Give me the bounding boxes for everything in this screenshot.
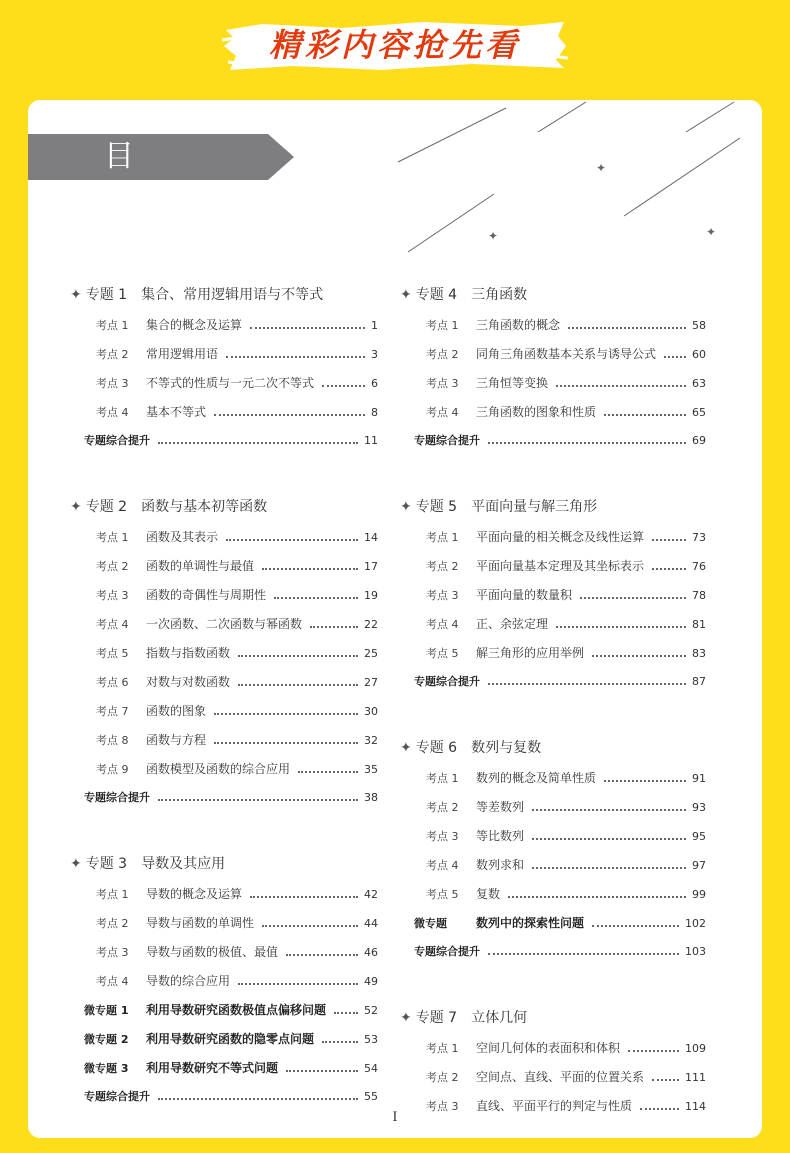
entry-title: 专题综合提升 [84, 434, 150, 447]
page-number: 8 [371, 406, 378, 419]
entry-label: 考点 3 [426, 830, 459, 843]
entry-label: 考点 6 [96, 676, 129, 689]
toc-entry[interactable] [426, 316, 706, 333]
entry-label: 考点 2 [426, 801, 459, 814]
entry-label: 考点 5 [426, 647, 459, 660]
section-title: 平面向量与解三角形 [471, 499, 598, 515]
dot-leader [298, 771, 358, 773]
toc-entry[interactable] [96, 403, 378, 420]
toc-entry[interactable] [426, 1039, 706, 1056]
entry-label: 考点 7 [96, 705, 129, 718]
toc-entry[interactable] [426, 885, 706, 902]
summary-entry[interactable] [414, 943, 706, 959]
toc-entry[interactable] [426, 827, 706, 844]
section-heading[interactable] [400, 496, 597, 516]
dot-leader [238, 983, 358, 985]
section-title: 导数及其应用 [141, 856, 226, 872]
dot-leader [488, 683, 686, 685]
entry-label: 考点 2 [426, 560, 459, 573]
dot-leader [322, 1041, 358, 1043]
dot-leader [488, 442, 686, 444]
section-heading[interactable] [70, 853, 225, 873]
sparkle-icon: ✦ [596, 161, 607, 175]
page-number: 3 [371, 348, 378, 361]
page-number: 69 [692, 434, 706, 447]
summary-entry[interactable] [84, 432, 378, 448]
section-label: 专题 7 [415, 1010, 458, 1026]
toc-entry[interactable] [426, 615, 706, 632]
dot-leader [286, 1070, 358, 1072]
entry-label: 考点 2 [426, 348, 459, 361]
entry-title: 利用导数研究函数的隐零点问题 [146, 1032, 315, 1046]
entry-label: 考点 2 [426, 1071, 459, 1084]
toc-entry[interactable] [426, 1068, 706, 1085]
section-label: 专题 4 [415, 287, 458, 303]
banner-title: 精彩内容抢先看 [268, 26, 521, 64]
section-heading[interactable] [70, 496, 267, 516]
toc-entry[interactable] [96, 557, 378, 574]
entry-title: 专题综合提升 [414, 434, 480, 447]
dot-leader [592, 655, 686, 657]
section-label: 专题 5 [415, 499, 458, 515]
entry-title: 三角恒等变换 [476, 376, 549, 390]
page-number: 109 [685, 1042, 706, 1055]
page-number: 87 [692, 675, 706, 688]
page-number: 46 [364, 946, 378, 959]
toc-entry[interactable] [426, 528, 706, 545]
page-number: 30 [364, 705, 378, 718]
dot-leader [488, 953, 679, 955]
entry-label: 考点 1 [96, 531, 129, 544]
entry-label: 考点 4 [96, 975, 129, 988]
page-number: 19 [364, 589, 378, 602]
entry-title: 函数与方程 [146, 733, 207, 747]
dot-leader [238, 684, 358, 686]
section-title: 数列与复数 [471, 740, 542, 756]
entry-label: 考点 1 [426, 1042, 459, 1055]
dot-leader [214, 414, 365, 416]
plus-icon: ✦ [70, 287, 82, 303]
entry-label: 考点 1 [426, 772, 459, 785]
toc-entry[interactable] [426, 374, 706, 391]
entry-label: 考点 3 [426, 589, 459, 602]
page-number: 58 [692, 319, 706, 332]
toc-entry[interactable] [426, 403, 706, 420]
page-number: 53 [364, 1033, 378, 1046]
toc-entry[interactable] [96, 885, 378, 902]
entry-label: 考点 9 [96, 763, 129, 776]
toc-entry[interactable] [96, 316, 378, 333]
entry-title: 数列的概念及简单性质 [476, 771, 597, 785]
dot-leader [568, 327, 686, 329]
sparkle-icon: ✦ [706, 225, 717, 239]
entry-title: 集合的概念及运算 [146, 318, 243, 332]
page-number: 49 [364, 975, 378, 988]
toc-entry[interactable] [96, 644, 378, 661]
dot-leader [158, 442, 358, 444]
dot-leader [532, 838, 686, 840]
dot-leader [274, 597, 358, 599]
dot-leader [532, 809, 686, 811]
entry-title: 平面向量的相关概念及线性运算 [476, 530, 645, 544]
entry-label: 考点 4 [426, 618, 459, 631]
entry-title: 等差数列 [476, 800, 525, 814]
dot-leader [250, 327, 365, 329]
entry-label: 考点 2 [96, 560, 129, 573]
entry-title: 复数 [476, 887, 501, 901]
plus-icon: ✦ [400, 287, 412, 303]
page-number: 52 [364, 1004, 378, 1017]
entry-title: 利用导数研究函数极值点偏移问题 [146, 1003, 327, 1017]
dot-leader [652, 539, 686, 541]
entry-title: 平面向量的数量积 [476, 588, 573, 602]
dot-leader [262, 925, 358, 927]
page-number: 103 [685, 945, 706, 958]
toc-entry[interactable] [426, 586, 706, 603]
toc-entry[interactable] [96, 673, 378, 690]
dot-leader [604, 780, 686, 782]
page-number: 54 [364, 1062, 378, 1075]
toc-entry[interactable] [96, 615, 378, 632]
entry-title: 专题综合提升 [84, 1090, 150, 1103]
section-heading[interactable] [400, 1007, 527, 1027]
entry-title: 函数模型及函数的综合应用 [146, 762, 291, 776]
entry-label: 考点 1 [96, 888, 129, 901]
entry-title: 专题综合提升 [414, 675, 480, 688]
page-number: 14 [364, 531, 378, 544]
page-number: 81 [692, 618, 706, 631]
entry-title: 数列中的探索性问题 [476, 916, 585, 930]
entry-title: 基本不等式 [146, 405, 207, 419]
entry-label: 考点 3 [426, 1100, 459, 1113]
dot-leader [226, 356, 365, 358]
entry-title: 直线、平面平行的判定与性质 [476, 1099, 633, 1113]
page-number: 78 [692, 589, 706, 602]
entry-title: 导数与函数的极值、最值 [146, 945, 279, 959]
page-number: 17 [364, 560, 378, 573]
entry-label: 考点 3 [426, 377, 459, 390]
page-number: 60 [692, 348, 706, 361]
dot-leader [262, 568, 358, 570]
entry-title: 指数与指数函数 [146, 646, 231, 660]
entry-title: 函数及其表示 [146, 530, 219, 544]
micro-topic-entry[interactable] [414, 914, 706, 931]
plus-icon: ✦ [400, 1010, 412, 1026]
page-number: 63 [692, 377, 706, 390]
micro-topic-entry[interactable] [84, 1059, 378, 1076]
entry-label: 考点 4 [96, 406, 129, 419]
dot-leader [580, 597, 686, 599]
dot-leader [310, 626, 358, 628]
entry-title: 解三角形的应用举例 [476, 646, 585, 660]
dot-leader [334, 1012, 358, 1014]
entry-label: 考点 4 [426, 406, 459, 419]
summary-entry[interactable] [84, 789, 378, 805]
entry-label: 考点 8 [96, 734, 129, 747]
entry-title: 函数的图象 [146, 704, 207, 718]
toc-entry[interactable] [426, 345, 706, 362]
page-number: 99 [692, 888, 706, 901]
entry-title: 不等式的性质与一元二次不等式 [146, 376, 315, 390]
toc-entry[interactable] [426, 798, 706, 815]
page-number: 97 [692, 859, 706, 872]
entry-label: 考点 5 [96, 647, 129, 660]
dot-leader [286, 954, 358, 956]
entry-title: 平面向量基本定理及其坐标表示 [476, 559, 645, 573]
section-label: 专题 1 [85, 287, 128, 303]
toc-card [28, 100, 762, 1138]
page-number: 22 [364, 618, 378, 631]
page-number: 1 [371, 319, 378, 332]
toc-entry[interactable] [426, 557, 706, 574]
section-title: 三角函数 [471, 287, 528, 303]
toc-entry[interactable] [96, 914, 378, 931]
dot-leader [664, 356, 686, 358]
section-heading[interactable] [70, 284, 323, 304]
dot-leader [158, 799, 358, 801]
toc-entry[interactable] [96, 943, 378, 960]
plus-icon: ✦ [400, 740, 412, 756]
section-title: 立体几何 [471, 1010, 528, 1026]
dot-leader [226, 539, 358, 541]
micro-topic-entry[interactable] [84, 1001, 378, 1018]
toc-entry[interactable] [96, 731, 378, 748]
entry-label: 考点 1 [426, 319, 459, 332]
page-number: 102 [685, 917, 706, 930]
section-title: 函数与基本初等函数 [141, 499, 268, 515]
page-number: 6 [371, 377, 378, 390]
page-number: 76 [692, 560, 706, 573]
dot-leader [238, 655, 358, 657]
plus-icon: ✦ [70, 499, 82, 515]
toc-entry[interactable] [426, 856, 706, 873]
section-label: 专题 3 [85, 856, 128, 872]
entry-title: 专题综合提升 [414, 945, 480, 958]
entry-label: 微专题 3 [84, 1062, 129, 1075]
entry-label: 微专题 [414, 917, 447, 930]
toc-title: 目录 [104, 139, 190, 220]
entry-label: 考点 3 [96, 946, 129, 959]
page-number: 11 [364, 434, 378, 447]
page-number: 42 [364, 888, 378, 901]
entry-label: 考点 1 [426, 531, 459, 544]
dot-leader [532, 867, 686, 869]
entry-label: 考点 1 [96, 319, 129, 332]
dot-leader [628, 1050, 679, 1052]
banner [222, 16, 568, 74]
dot-leader [214, 713, 358, 715]
toc-entry[interactable] [426, 644, 706, 661]
entry-label: 微专题 2 [84, 1033, 129, 1046]
toc-entry[interactable] [96, 760, 378, 777]
entry-label: 微专题 1 [84, 1004, 129, 1017]
page-number: 35 [364, 763, 378, 776]
dot-leader [508, 896, 686, 898]
plus-icon: ✦ [70, 856, 82, 872]
entry-title: 导数与函数的单调性 [146, 916, 255, 930]
page-number: 114 [685, 1100, 706, 1113]
entry-title: 一次函数、二次函数与幂函数 [146, 617, 303, 631]
toc-entry[interactable] [96, 586, 378, 603]
page-number: 27 [364, 676, 378, 689]
entry-title: 导数的概念及运算 [146, 887, 243, 901]
toc-entry[interactable] [96, 702, 378, 719]
page-number: 83 [692, 647, 706, 660]
entry-title: 导数的综合应用 [146, 974, 231, 988]
section-label: 专题 6 [415, 740, 458, 756]
micro-topic-entry[interactable] [84, 1030, 378, 1047]
entry-label: 考点 3 [96, 589, 129, 602]
entry-title: 三角函数的概念 [476, 318, 561, 332]
page-number: 93 [692, 801, 706, 814]
page-number: 95 [692, 830, 706, 843]
entry-label: 考点 4 [96, 618, 129, 631]
entry-title: 空间点、直线、平面的位置关系 [476, 1070, 645, 1084]
entry-title: 等比数列 [476, 829, 525, 843]
page-number: I [392, 1110, 398, 1125]
page-number: 73 [692, 531, 706, 544]
page-number: 44 [364, 917, 378, 930]
dot-leader [250, 896, 358, 898]
page-number: 32 [364, 734, 378, 747]
page-number: 111 [685, 1071, 706, 1084]
dot-leader [158, 1098, 358, 1100]
entry-title: 对数与对数函数 [146, 675, 231, 689]
dot-leader [556, 385, 686, 387]
toc-entry[interactable] [426, 769, 706, 786]
section-heading[interactable] [400, 284, 527, 304]
dot-leader [322, 385, 365, 387]
page-number: 65 [692, 406, 706, 419]
entry-label: 考点 2 [96, 348, 129, 361]
section-label: 专题 2 [85, 499, 128, 515]
page-number: 91 [692, 772, 706, 785]
entry-label: 考点 5 [426, 888, 459, 901]
page-number: 38 [364, 791, 378, 804]
toc-entry[interactable] [96, 345, 378, 362]
page-number: 55 [364, 1090, 378, 1103]
entry-label: 考点 3 [96, 377, 129, 390]
summary-entry[interactable] [414, 432, 706, 448]
dot-leader [652, 1079, 679, 1081]
summary-entry[interactable] [414, 673, 706, 689]
dot-leader [214, 742, 358, 744]
sparkle-icon: ✦ [488, 229, 499, 243]
dot-leader [592, 925, 679, 927]
toc-entry[interactable] [96, 972, 378, 989]
entry-title: 函数的奇偶性与周期性 [146, 588, 267, 602]
entry-title: 专题综合提升 [84, 791, 150, 804]
dot-leader [652, 568, 686, 570]
section-title: 集合、常用逻辑用语与不等式 [141, 287, 324, 303]
entry-title: 正、余弦定理 [476, 617, 549, 631]
entry-title: 常用逻辑用语 [146, 347, 219, 361]
toc-entry[interactable] [96, 374, 378, 391]
section-heading[interactable] [400, 737, 541, 757]
entry-label: 考点 2 [96, 917, 129, 930]
entry-title: 同角三角函数基本关系与诱导公式 [476, 347, 657, 361]
entry-label: 考点 4 [426, 859, 459, 872]
page-number: 25 [364, 647, 378, 660]
entry-title: 三角函数的图象和性质 [476, 405, 597, 419]
dot-leader [556, 626, 686, 628]
plus-icon: ✦ [400, 499, 412, 515]
dot-leader [604, 414, 686, 416]
toc-entry[interactable] [96, 528, 378, 545]
entry-title: 函数的单调性与最值 [146, 559, 255, 573]
entry-title: 利用导数研究不等式问题 [146, 1061, 279, 1075]
decorative-lines [28, 100, 762, 300]
entry-title: 空间几何体的表面积和体积 [476, 1041, 621, 1055]
summary-entry[interactable] [84, 1088, 378, 1104]
entry-title: 数列求和 [476, 858, 525, 872]
